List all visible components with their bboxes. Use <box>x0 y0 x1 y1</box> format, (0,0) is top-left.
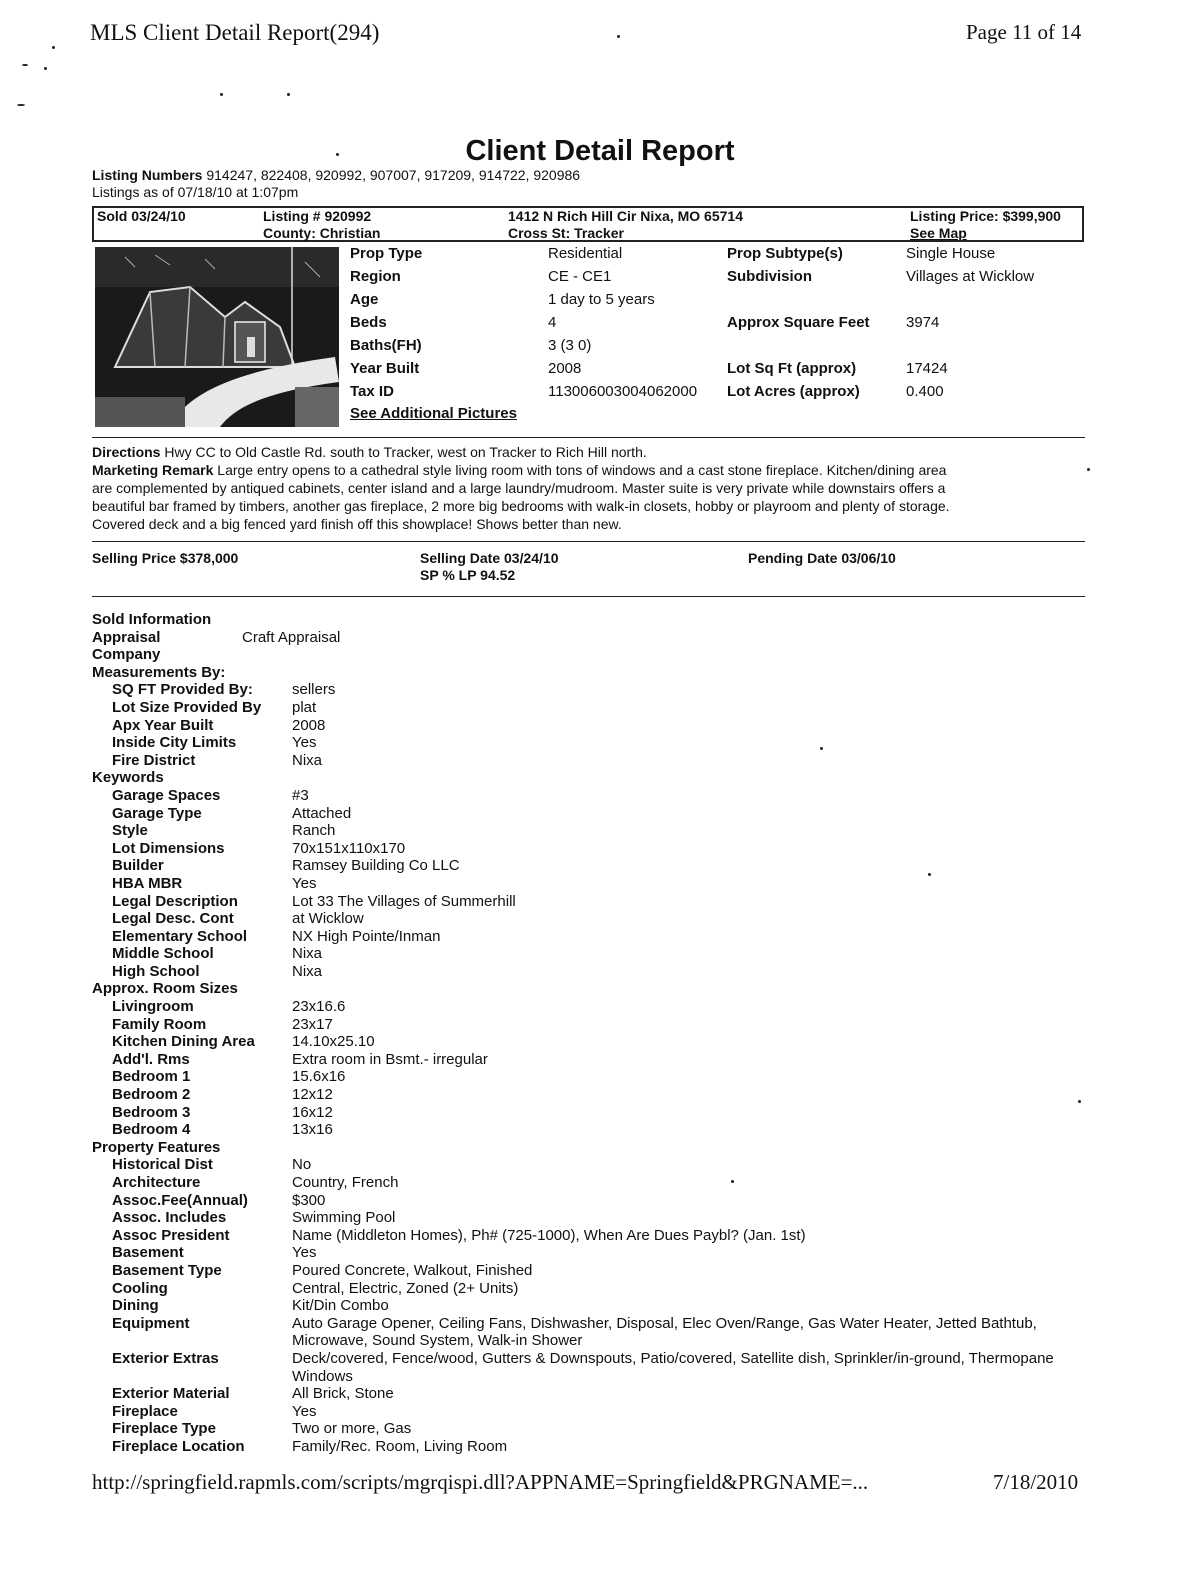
prop-label: Tax ID <box>350 383 394 400</box>
detail-label: Middle School <box>112 945 214 963</box>
detail-label: Garage Spaces <box>112 786 221 804</box>
detail-value: Ramsey Building Co LLC <box>292 857 460 875</box>
detail-value: All Brick, Stone <box>292 1385 394 1403</box>
remarks-section <box>92 443 1092 533</box>
detail-label: Bedroom 4 <box>112 1121 191 1139</box>
detail-label: Bedroom 1 <box>112 1068 191 1086</box>
detail-label: Exterior Extras <box>112 1349 219 1367</box>
listing-summary-box <box>92 206 1084 242</box>
detail-value: Craft Appraisal <box>242 628 341 646</box>
detail-label: Assoc.Fee(Annual) <box>112 1191 248 1209</box>
detail-label: Elementary School <box>112 927 248 945</box>
directions-label: Directions <box>92 444 161 460</box>
prop-label: Lot Sq Ft (approx) <box>727 360 857 377</box>
detail-value: 16x12 <box>292 1103 333 1121</box>
detail-value: Kit/Din Combo <box>292 1297 389 1315</box>
detail-label: Basement Type <box>112 1261 222 1279</box>
prop-value: 3 (3 0) <box>548 337 592 354</box>
detail-label: High School <box>112 962 200 980</box>
detail-label: Add'l. Rms <box>112 1050 190 1068</box>
detail-value: Yes <box>292 734 317 752</box>
detail-label: Assoc President <box>112 1226 230 1244</box>
divider <box>92 596 1085 597</box>
detail-label: Approx. Room Sizes <box>92 980 238 998</box>
detail-value: Deck/covered, Fence/wood, Gutters & Downspouts, Patio/covered, Satellite dish, Sprinkler/in-ground, Thermopane Windows <box>292 1349 1054 1385</box>
prop-label: Prop Subtype(s) <box>727 245 843 262</box>
detail-value: Name (Middleton Homes), Ph# (725-1000), When Are Dues Paybl? (Jan. 1st) <box>292 1226 806 1244</box>
detail-label: Keywords <box>92 769 164 787</box>
detail-value: Extra room in Bsmt.- irregular <box>292 1050 488 1068</box>
detail-label: Lot Size Provided By <box>112 698 262 716</box>
detail-label: Historical Dist <box>112 1156 213 1174</box>
marketing-line: beautiful bar framed by timbers, another gas fireplace, 2 more big bedrooms with walk-in closets, hobby or playroom and plenty of storage. <box>92 498 950 514</box>
prop-label: Prop Type <box>350 245 423 262</box>
pending-date: Pending Date 03/06/10 <box>748 550 896 566</box>
detail-label: Company <box>92 646 161 664</box>
detail-label: Dining <box>112 1297 159 1315</box>
listing-numbers <box>92 167 580 183</box>
detail-label: SQ FT Provided By: <box>112 681 253 699</box>
detail-value: Ranch <box>292 822 336 840</box>
detail-value: Yes <box>292 1244 317 1262</box>
detail-value: Central, Electric, Zoned (2+ Units) <box>292 1279 519 1297</box>
detail-value: 2008 <box>292 716 326 734</box>
detail-value: Nixa <box>292 945 323 963</box>
property-photo <box>95 247 339 427</box>
detail-value: Attached <box>292 804 352 822</box>
detail-label: Appraisal <box>92 628 161 646</box>
detail-value: at Wicklow <box>292 910 364 928</box>
sold-date: Sold 03/24/10 <box>97 208 186 224</box>
detail-value: Nixa <box>292 751 323 769</box>
detail-label: Style <box>112 822 148 840</box>
see-map-link[interactable]: See Map <box>910 225 967 241</box>
listing-number: Listing # 920992 <box>263 208 372 224</box>
detail-value: NX High Pointe/Inman <box>292 927 441 945</box>
marketing-line: are complemented by antiqued cabinets, center island and a large laundry/mudroom. Master suite is very private while downstairs offers a <box>92 480 946 496</box>
detail-label: Legal Description <box>112 892 238 910</box>
listings-as-of: Listings as of 07/18/10 at 1:07pm <box>92 184 299 200</box>
marketing-line <box>92 461 1092 479</box>
detail-value: No <box>292 1156 312 1174</box>
detail-label: Bedroom 3 <box>112 1103 191 1121</box>
detail-value: 13x16 <box>292 1121 333 1139</box>
prop-value: Villages at Wicklow <box>906 268 1035 285</box>
marketing-text: Large entry opens to a cathedral style living room with tons of windows and a cast stone fireplace. Kitchen/dining area <box>217 462 947 478</box>
detail-value: Nixa <box>292 962 323 980</box>
detail-label: Assoc. Includes <box>112 1209 227 1227</box>
divider <box>92 437 1085 438</box>
detail-label: Measurements By: <box>92 663 226 681</box>
prop-value: Residential <box>548 245 623 262</box>
listing-numbers-value: 914247, 822408, 920992, 907007, 917209, 914722, 920986 <box>206 167 581 183</box>
detail-label: Fire District <box>112 751 196 769</box>
detail-value: Country, French <box>292 1174 399 1191</box>
detail-label: Fireplace Location <box>112 1437 245 1455</box>
detail-value: Auto Garage Opener, Ceiling Fans, Dishwasher, Disposal, Elec Oven/Range, Gas Water Heater, Jetted Bathtub, Microwave, Sound System, Walk-in Shower <box>292 1314 1037 1350</box>
listing-numbers-label: Listing Numbers <box>92 167 203 183</box>
detail-value: Poured Concrete, Walkout, Finished <box>292 1261 533 1279</box>
detail-value: Lot 33 The Villages of Summerhill <box>292 892 516 910</box>
detail-label: Builder <box>112 857 164 875</box>
detail-label: Architecture <box>112 1174 201 1191</box>
detail-label: Apx Year Built <box>112 716 214 734</box>
detail-value: 23x16.6 <box>292 998 346 1016</box>
prop-value: Single House <box>906 245 996 262</box>
prop-label: Region <box>350 268 401 285</box>
detail-value: plat <box>292 698 317 716</box>
detail-label: Property Features <box>92 1138 221 1156</box>
directions-text: Hwy CC to Old Castle Rd. south to Tracker, west on Tracker to Rich Hill north. <box>164 444 647 460</box>
selling-price: Selling Price $378,000 <box>92 550 239 566</box>
detail-label: Kitchen Dining Area <box>112 1033 255 1051</box>
detail-value: 70x151x110x170 <box>292 839 406 857</box>
detail-label: Lot Dimensions <box>112 839 225 857</box>
selling-date: Selling Date 03/24/10 <box>420 550 559 566</box>
cross-street: Cross St: Tracker <box>508 225 624 241</box>
listing-price: Listing Price: $399,900 <box>910 208 1061 224</box>
detail-label: Livingroom <box>112 998 194 1016</box>
detail-label: Equipment <box>112 1314 190 1332</box>
detail-label: HBA MBR <box>112 874 183 892</box>
directions-line <box>92 443 1092 461</box>
page-number: Page 11 of 14 <box>966 20 1082 44</box>
prop-value: 113006003004062000 <box>548 383 698 400</box>
detail-label: Bedroom 2 <box>112 1086 191 1104</box>
prop-label: Approx Square Feet <box>727 314 870 331</box>
detail-value: 12x12 <box>292 1086 333 1104</box>
detail-label: Fireplace <box>112 1402 178 1420</box>
detail-value: Two or more, Gas <box>292 1420 412 1438</box>
detail-label: Legal Desc. Cont <box>112 910 234 928</box>
prop-value: 3974 <box>906 314 940 331</box>
prop-label: Subdivision <box>727 268 813 285</box>
prop-label: Beds <box>350 314 387 331</box>
page-title: Client Detail Report <box>465 135 735 167</box>
marketing-label: Marketing Remark <box>92 462 214 478</box>
detail-label: Garage Type <box>112 804 202 822</box>
detail-label: Cooling <box>112 1279 168 1297</box>
detail-label: Family Room <box>112 1015 207 1033</box>
prop-value: 1 day to 5 years <box>548 291 655 308</box>
prop-label: Baths(FH) <box>350 337 422 354</box>
detail-label: Inside City Limits <box>112 734 237 752</box>
county: County: Christian <box>263 225 381 241</box>
detail-label: Sold Information <box>92 611 212 628</box>
detail-value: sellers <box>292 681 336 699</box>
detail-label: Basement <box>112 1244 184 1262</box>
detail-value: Swimming Pool <box>292 1209 396 1227</box>
sp-lp-ratio: SP % LP 94.52 <box>420 567 516 583</box>
detail-value: 14.10x25.10 <box>292 1033 375 1051</box>
detail-value: 23x17 <box>292 1015 333 1033</box>
marketing-line: Covered deck and a big fenced yard finish off this showplace! Shows better than new. <box>92 516 622 532</box>
divider <box>92 541 1085 542</box>
prop-value: 2008 <box>548 360 582 377</box>
prop-value: CE - CE1 <box>548 268 612 285</box>
detail-value: Family/Rec. Room, Living Room <box>292 1437 508 1455</box>
detail-value: Yes <box>292 874 317 892</box>
footer-url: http://springfield.rapmls.com/scripts/mgrqispi.dll?APPNAME=Springfield&PRGNAME=... <box>92 1470 869 1494</box>
detail-value: Yes <box>292 1402 317 1420</box>
prop-label: Year Built <box>350 360 420 377</box>
detail-label: Fireplace Type <box>112 1420 216 1438</box>
footer-date: 7/18/2010 <box>993 1470 1079 1494</box>
prop-value: 4 <box>548 314 557 331</box>
detail-label: Exterior Material <box>112 1385 230 1403</box>
detail-value: #3 <box>292 786 309 804</box>
detail-value: $300 <box>292 1191 326 1209</box>
prop-label: Age <box>350 291 379 308</box>
detail-value: 15.6x16 <box>292 1068 346 1086</box>
report-header-title: MLS Client Detail Report(294) <box>90 20 380 45</box>
prop-value: 17424 <box>906 360 948 377</box>
address: 1412 N Rich Hill Cir Nixa, MO 65714 <box>508 208 743 224</box>
see-additional-pictures-link[interactable]: See Additional Pictures <box>350 405 517 422</box>
prop-label: Lot Acres (approx) <box>727 383 860 400</box>
prop-value: 0.400 <box>906 383 944 400</box>
